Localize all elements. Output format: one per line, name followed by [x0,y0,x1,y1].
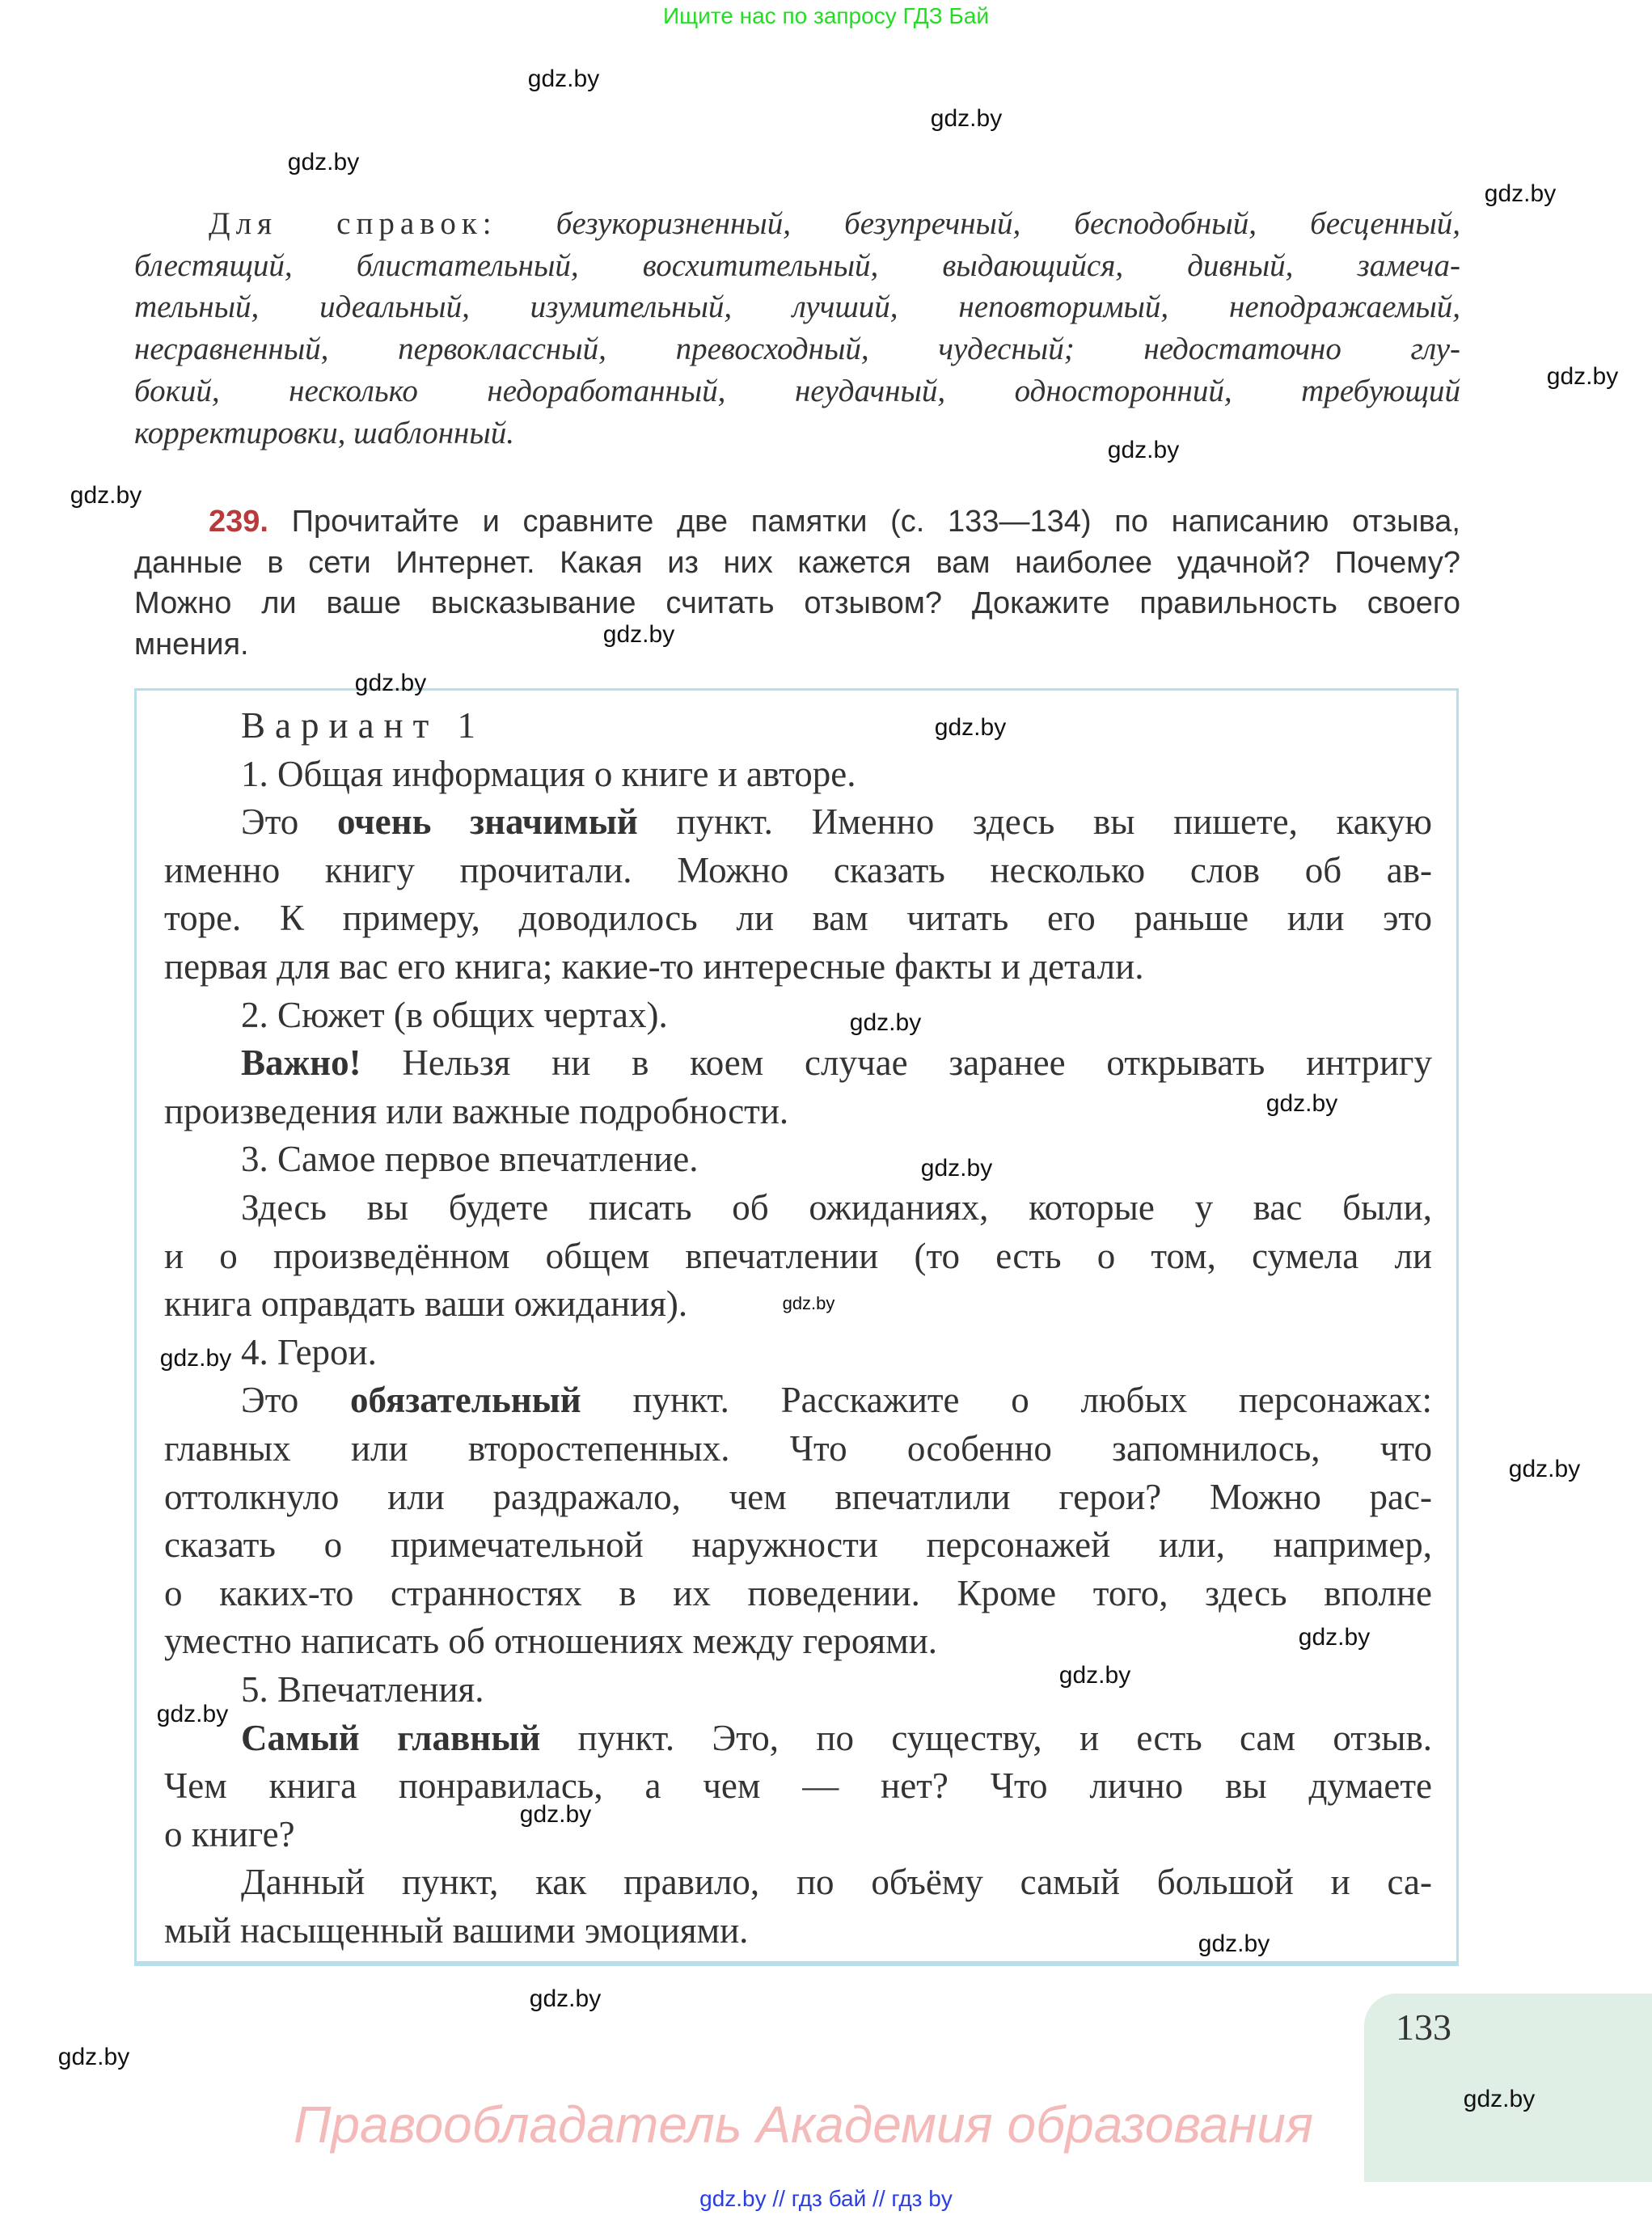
reference-line [134,413,1460,454]
gdz-watermark: gdz.by [849,1009,922,1036]
gdz-watermark: gdz.by [602,621,675,648]
memo-text-segment: сказать о примечательной наружности персонажей или, например, [164,1524,1432,1566]
emphasis: обязательный [349,1380,581,1421]
gdz-watermark: gdz.by [1265,1090,1338,1117]
memo-text-segment: именно книгу прочитали. Можно сказать несколько слов об ав- [164,849,1432,890]
memo-line [241,1135,1432,1183]
reference-text: несравненный, первоклассный, превосходный, чудесный; недостаточно глу- [134,332,1460,367]
memo-text-segment: 5. Впечатления. [241,1669,484,1710]
task-line [209,501,1460,542]
memo-text-segment: 1. Общая информация о книге и авторе. [241,753,856,794]
emphasis: Самый главный [241,1717,541,1758]
memo-line [164,1810,1432,1858]
memo-text-segment: оттолкнуло или раздражало, чем впечатлили герои? Можно рас- [164,1476,1432,1517]
reference-line [134,246,1460,286]
memo-text-segment: уместно написать об отношениях между героями. [164,1621,938,1662]
gdz-watermark: gdz.by [156,1701,229,1727]
memo-text-segment: пункт. Расскажите о любых персонажах: [581,1380,1432,1421]
memo-line [164,1424,1432,1473]
emphasis: очень значимый [336,801,638,843]
memo-line [164,942,1432,991]
gdz-watermark: gdz.by [287,149,360,175]
gdz-watermark: gdz.by [782,1293,835,1313]
reference-line [134,329,1460,370]
memo-text-segment: и о произведённом общем впечатлении (то есть о том, сумела ли [164,1235,1432,1276]
memo-text-segment: Данный пункт, как правило, по объёму самый большой и са- [241,1862,1432,1903]
memo-text-segment: пункт. Именно здесь вы пишете, какую [637,801,1433,843]
memo-line [241,1183,1432,1232]
reference-text: бокий, несколько недоработанный, неудачный, односторонний, требующий [134,373,1460,408]
reference-text: безукоризненный, безупречный, бесподобный, бесценный, [556,206,1460,241]
memo-text-segment: Вариант 1 [241,705,486,746]
memo-line [164,1617,1432,1665]
gdz-watermark: gdz.by [70,482,142,509]
memo-line [164,1232,1432,1280]
memo-line [241,750,1432,798]
memo-line [164,1473,1432,1521]
gdz-watermark: gdz.by [57,2044,130,2070]
memo-text-segment: торе. К примеру, доводилось ли вам читать его раньше или это [164,898,1432,939]
page-number: 133 [1396,2006,1451,2048]
gdz-watermark: gdz.by [354,670,427,696]
memo-text-segment: о каких-то странностях в их поведении. Кроме того, здесь вполне [164,1572,1432,1613]
gdz-watermark: gdz.by [1298,1624,1371,1651]
task-text: Можно ли ваше высказывание считать отзывом? Докажите правильность своего [134,586,1460,620]
memo-line [241,1328,1432,1376]
memo-line [241,1376,1432,1424]
memo-text-segment: Это [241,801,337,843]
memo-line [164,1520,1432,1569]
emphasis: Важно! [241,1042,361,1084]
memo-heading [241,701,1432,750]
gdz-watermark: gdz.by [1484,180,1557,207]
memo-text-segment: Чем книга понравилась, а чем — нет? Что лично вы думаете [164,1765,1432,1807]
rights-holder-watermark: Правообладатель Академия образования [294,2095,1314,2154]
task-line [134,583,1460,624]
memo-line [164,1761,1432,1810]
task-number: 239. [209,505,292,539]
search-banner[interactable]: Ищите нас по запросу ГДЗ Бай [662,3,990,28]
memo-text-segment: Нельзя ни в коем случае заранее открывать интригу [361,1042,1432,1084]
memo-text-segment: 4. Герои. [241,1331,377,1372]
gdz-watermark: gdz.by [1463,2086,1536,2112]
task-line [134,543,1460,583]
gdz-watermark: gdz.by [1058,1662,1131,1689]
memo-text-segment: Здесь вы будете писать об ожиданиях, которые у вас были, [241,1187,1432,1228]
reference-text: корректировки, шаблонный. [134,415,515,450]
gdz-watermark: gdz.by [930,105,1003,132]
memo-line [241,797,1432,846]
memo-text-segment: пункт. Это, по существу, и есть сам отзыв. [540,1717,1433,1758]
memo-text-segment: книга оправдать ваши ожидания). [164,1283,688,1325]
gdz-watermark: gdz.by [1546,363,1619,390]
reference-line [134,371,1460,412]
gdz-watermark: gdz.by [920,1155,993,1182]
task-text: Прочитайте и сравните две памятки (с. 133—134) по написанию отзыва, [291,505,1460,539]
reference-line [209,204,1460,244]
gdz-watermark: gdz.by [519,1801,592,1828]
task-text: данные в сети Интернет. Какая из них кажется вам наиболее удачной? Почему? [134,545,1460,580]
memo-line [164,894,1432,942]
memo-line [241,1665,1432,1714]
memo-line [241,1714,1432,1762]
gdz-watermark: gdz.by [1508,1456,1581,1482]
memo-line [164,1569,1432,1617]
reference-text: тельный, идеальный, изумительный, лучший, неповторимый, неподражаемый, [134,290,1460,325]
memo-line [164,1087,1432,1135]
footer-links[interactable]: gdz.by // гдз бай // гдз by [699,2186,953,2211]
memo-line [241,1858,1432,1906]
memo-text-segment: 3. Самое первое впечатление. [241,1139,699,1180]
gdz-watermark: gdz.by [159,1345,232,1372]
task-text: мнения. [134,627,249,662]
gdz-watermark: gdz.by [1198,1930,1270,1957]
memo-text-segment: первая для вас его книга; какие-то интересные факты и детали. [164,946,1144,987]
gdz-watermark: gdz.by [529,1985,602,2012]
memo-text-segment: 2. Сюжет (в общих чертах). [241,994,668,1035]
reference-label: Для справок: [209,206,556,241]
memo-text-segment: о книге? [164,1813,295,1854]
memo-text-segment: главных или второстепенных. Что особенно запомнилось, что [164,1428,1432,1469]
gdz-watermark: gdz.by [527,66,600,92]
memo-text-segment: Это [241,1380,350,1421]
reference-line [134,287,1460,328]
memo-text-segment: произведения или важные подробности. [164,1090,789,1131]
memo-line [241,1038,1432,1087]
memo-text-segment: мый насыщенный вашими эмоциями. [164,1910,749,1951]
memo-line [164,846,1432,894]
gdz-watermark: gdz.by [934,714,1007,741]
gdz-watermark: gdz.by [1107,437,1180,463]
task-line [134,624,1460,665]
memo-line [241,991,1432,1039]
reference-text: блестящий, блистательный, восхитительный, выдающийся, дивный, замеча- [134,247,1460,283]
